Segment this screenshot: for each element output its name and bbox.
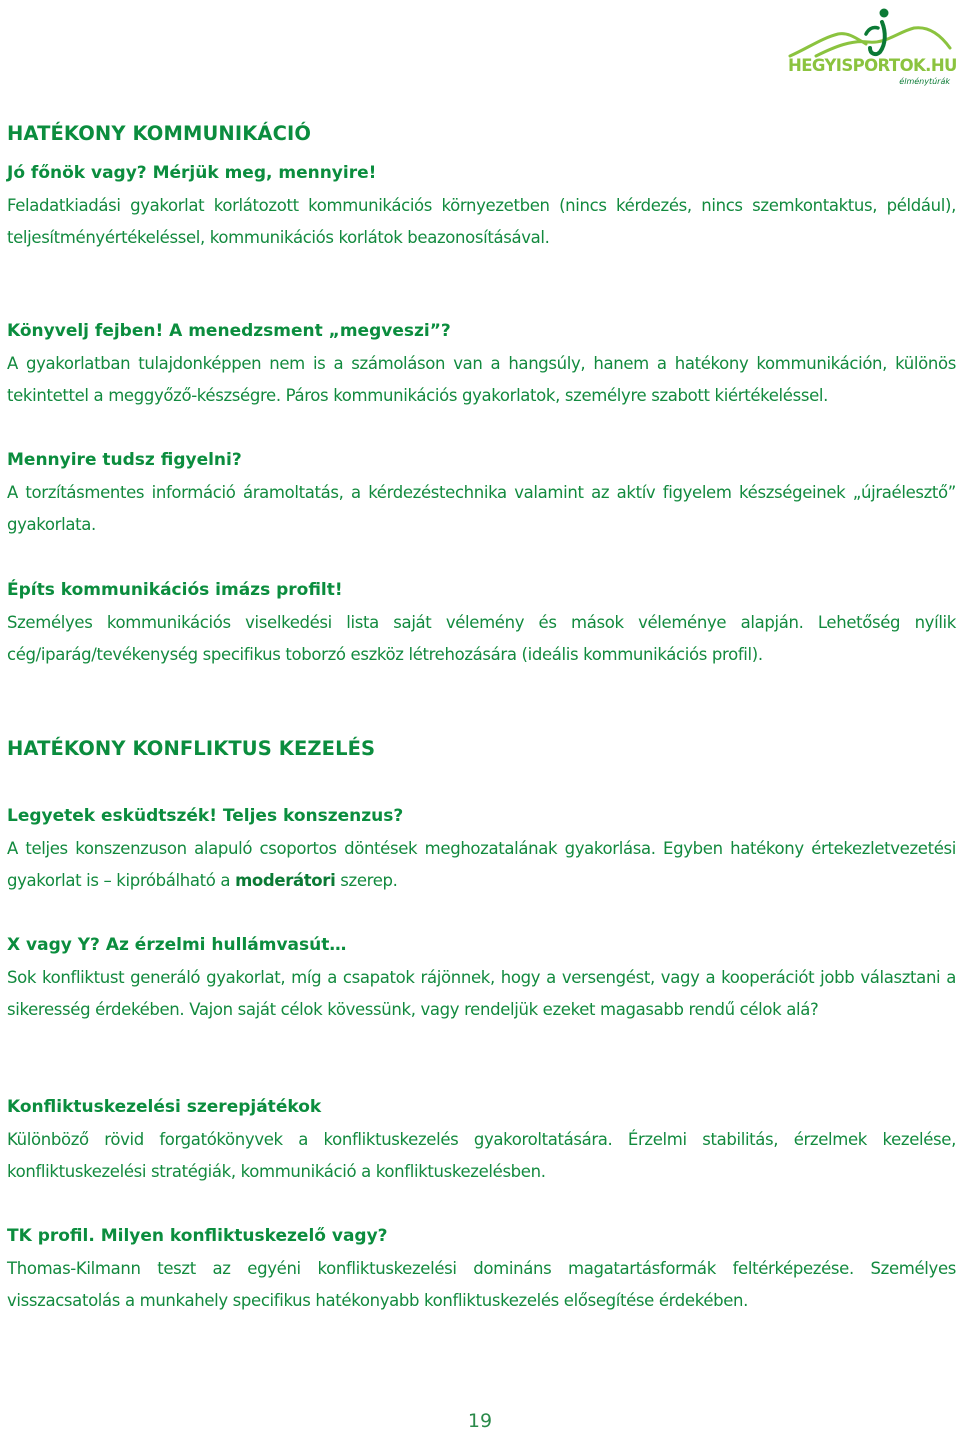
item-text: Különböző rövid forgatókönyvek a konfliktuskezelés gyakoroltatására. Érzelmi stabilitás, érzelmek kezelése, konfliktuskezelési stratégiák, kommunikáció a konfliktuskezelésben. [7, 1129, 956, 1181]
section-title-communication: HATÉKONY KOMMUNIKÁCIÓ [7, 122, 312, 145]
item-text: Személyes kommunikációs viselkedési lista saját vélemény és mások véleménye alapján. Lehetőség nyílik cég/iparág/tevékenység specifikus toborzó eszköz létrehozására (ideális kommunikációs profil). [7, 612, 956, 664]
item-text: A gyakorlatban tulajdonképpen nem is a számoláson van a hangsúly, hanem a hatékony kommunikáción, különös tekintettel a meggyőző-készségre. Páros kommunikációs gyakorlatok, személyre szabott kiértékeléssel. [7, 353, 956, 405]
item-heading: Építs kommunikációs imázs profilt! [7, 580, 343, 600]
item-figyelni [7, 444, 956, 542]
logo-tagline: élménytúrák [899, 77, 950, 86]
item-heading: Jó főnök vagy? Mérjük meg, mennyire! [7, 163, 377, 183]
item-heading: Legyetek esküdtszék! Teljes konszenzus? [7, 806, 404, 826]
item-heading: Konfliktuskezelési szerepjátékok [7, 1097, 322, 1117]
item-szerepjatekok [7, 1091, 956, 1189]
page-number: 19 [467, 1410, 493, 1432]
item-x-vagy-y [7, 929, 956, 1027]
item-heading: Könyvelj fejben! A menedzsment „megveszi”? [7, 321, 451, 341]
item-text: Thomas-Kilmann teszt az egyéni konfliktuskezelési domináns magatartásformák feltérképezése. Személyes visszacsatolás a munkahely specifikus hatékonyabb konfliktuskezelés elősegítése érdekében. [7, 1258, 956, 1310]
item-text-before: A teljes konszenzuson alapuló csoportos döntések meghozatalának gyakorlása. Egyben hatékony értekezletvezetési gyakorlat is – kipróbálható a [7, 838, 956, 890]
section-title-conflict: HATÉKONY KONFLIKTUS KEZELÉS [7, 737, 376, 760]
item-heading: Mennyire tudsz figyelni? [7, 450, 242, 470]
item-text: Feladatkiadási gyakorlat korlátozott kommunikációs környezetben (nincs kérdezés, nincs szemkontaktus, például), teljesítményértékeléssel, kommunikációs korlátok beazonosításával. [7, 195, 956, 247]
item-text [7, 833, 956, 898]
item-tk-profil [7, 1220, 956, 1318]
item-text: A torzításmentes információ áramoltatás, a kérdezéstechnika valamint az aktív figyelem készségeinek „újraélesztő” gyakorlata. [7, 482, 956, 534]
item-text: Sok konfliktust generáló gyakorlat, míg a csapatok rájönnek, hogy a versengést, vagy a kooperációt jobb választani a sikeresség érdekében. Vajon saját célok kövessünk, vagy rendeljük ezeket magasabb rendű célok alá? [7, 967, 956, 1019]
item-text-bold: moderátori [235, 871, 336, 890]
item-imazs-profil [7, 574, 956, 672]
item-konyvelj-fejben [7, 315, 956, 413]
item-heading: TK profil. Milyen konfliktuskezelő vagy? [7, 1226, 388, 1246]
hegyisportok-logo [786, 4, 957, 92]
item-heading: X vagy Y? Az érzelmi hullámvasút… [7, 935, 347, 955]
logo-brand-text: HEGYISPORTOK.HU [788, 56, 957, 75]
item-text-after: szerep. [335, 871, 398, 890]
item-eskudtszek [7, 800, 956, 898]
item-jo-fonok [7, 157, 956, 255]
